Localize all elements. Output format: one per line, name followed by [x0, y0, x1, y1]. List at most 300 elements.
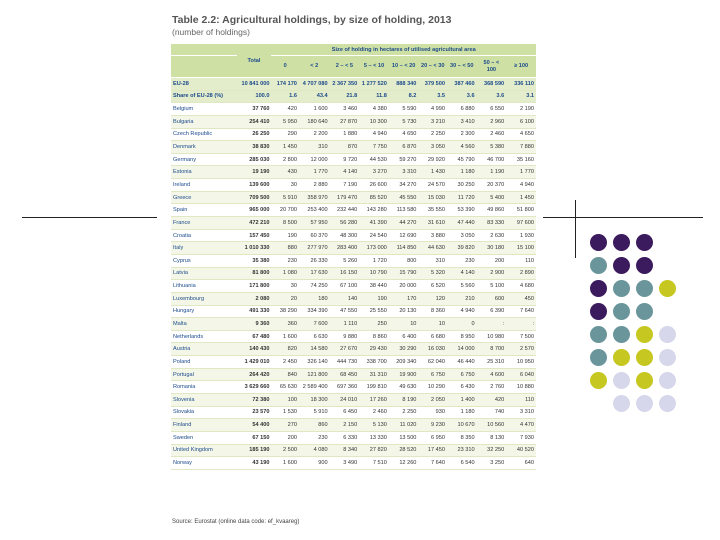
total-cell: 43 190 [237, 457, 272, 470]
table-row [171, 292, 536, 305]
size-cell: 1 880 [330, 128, 360, 141]
size-cell: 7 930 [506, 431, 536, 444]
dot-purple [590, 303, 607, 320]
size-cell: 0 [447, 318, 477, 331]
size-cell: 5 260 [330, 254, 360, 267]
size-cell: 1 450 [506, 191, 536, 204]
size-cell: 74 250 [299, 280, 330, 293]
size-cell: 1 450 [271, 141, 298, 154]
size-cell: 1 180 [447, 166, 477, 179]
size-cell: 6 870 [389, 141, 419, 154]
size-cell: 3 490 [330, 457, 360, 470]
size-cell: 2 900 [477, 267, 507, 280]
size-cell: 143 280 [359, 204, 389, 217]
dot-teal [590, 349, 607, 366]
table-row [171, 254, 536, 267]
size-cell: 45 550 [389, 191, 419, 204]
size-cell: 283 400 [330, 242, 360, 255]
size-cell: 174 170 [271, 78, 298, 91]
size-header: 20 – < 30 [418, 56, 447, 78]
size-cell: 190 [359, 292, 389, 305]
size-cell: 250 [359, 318, 389, 331]
size-cell: 3.1 [506, 90, 536, 103]
size-cell: 4 940 [506, 179, 536, 192]
size-cell: 2 250 [389, 406, 419, 419]
size-cell: 6 550 [477, 103, 507, 116]
row-label: Czech Republic [171, 128, 237, 141]
size-cell: 8 190 [389, 394, 419, 407]
size-cell: 14 580 [299, 343, 330, 356]
size-cell: 110 [506, 254, 536, 267]
size-cell: 17 260 [359, 394, 389, 407]
dot-lime [613, 349, 630, 366]
size-cell: 15 100 [506, 242, 536, 255]
size-cell: 232 440 [330, 204, 360, 217]
size-cell: 3 880 [418, 229, 447, 242]
table-row [171, 179, 536, 192]
total-cell: 67 150 [237, 431, 272, 444]
size-cell: 7 510 [359, 457, 389, 470]
size-cell: 10 560 [477, 419, 507, 432]
size-cell: 25 310 [477, 356, 507, 369]
size-cell: 3 210 [418, 115, 447, 128]
size-cell: 6 330 [330, 431, 360, 444]
total-cell: 9 360 [237, 318, 272, 331]
size-cell: 1 770 [506, 166, 536, 179]
size-cell: 19 900 [389, 368, 419, 381]
table-row [171, 419, 536, 432]
total-cell: 285 030 [237, 153, 272, 166]
dot-lavender [636, 395, 653, 412]
size-cell: 59 270 [389, 153, 419, 166]
size-cell: 49 860 [477, 204, 507, 217]
size-cell: 62 040 [418, 356, 447, 369]
size-cell: 10 [418, 318, 447, 331]
row-label: Greece [171, 191, 237, 204]
size-cell: 68 450 [330, 368, 360, 381]
table-title: Table 2.2: Agricultural holdings, by size of holding, 2013 [172, 14, 452, 26]
total-cell: 140 430 [237, 343, 272, 356]
size-cell: 2 250 [418, 128, 447, 141]
size-cell: 2 960 [477, 115, 507, 128]
size-cell: 23 310 [447, 444, 477, 457]
size-cell: 9 720 [330, 153, 360, 166]
size-cell: 8 360 [418, 305, 447, 318]
size-cell: 10 980 [477, 330, 507, 343]
size-cell: 270 [271, 419, 298, 432]
table-row [171, 330, 536, 343]
size-cell: 180 640 [299, 115, 330, 128]
table-row [171, 128, 536, 141]
size-cell: 9 230 [418, 419, 447, 432]
size-cell: 6 880 [447, 103, 477, 116]
size-cell: 11 720 [447, 191, 477, 204]
size-cell: 6 750 [447, 368, 477, 381]
size-cell: 3 050 [418, 141, 447, 154]
row-label: Estonia [171, 166, 237, 179]
size-cell: 17 630 [299, 267, 330, 280]
size-cell: 3.6 [447, 90, 477, 103]
row-label: Hungary [171, 305, 237, 318]
size-cell: 4 680 [506, 280, 536, 293]
size-cell: 13 500 [389, 431, 419, 444]
size-cell: 360 [271, 318, 298, 331]
size-cell: 6 540 [447, 457, 477, 470]
size-cell: 2 200 [299, 128, 330, 141]
size-cell: 368 590 [477, 78, 507, 91]
size-cell: 53 390 [447, 204, 477, 217]
size-cell: 6 750 [418, 368, 447, 381]
size-cell: 1 600 [271, 457, 298, 470]
size-cell: 310 [299, 141, 330, 154]
size-cell: 30 290 [389, 343, 419, 356]
size-cell: 17 450 [418, 444, 447, 457]
size-cell: 7 500 [506, 330, 536, 343]
dot-teal [613, 303, 630, 320]
size-cell: 2 890 [506, 267, 536, 280]
size-cell: 2 150 [330, 419, 360, 432]
size-cell: 5 730 [389, 115, 419, 128]
size-cell: 2 190 [506, 103, 536, 116]
size-cell: 5 380 [477, 141, 507, 154]
header-row-top [171, 44, 536, 56]
size-cell: 2 880 [299, 179, 330, 192]
size-cell: 39 820 [447, 242, 477, 255]
size-cell: 880 [271, 242, 298, 255]
table-row [171, 103, 536, 116]
total-cell: 38 830 [237, 141, 272, 154]
total-cell: 35 380 [237, 254, 272, 267]
total-cell: 965 000 [237, 204, 272, 217]
size-cell: 2 800 [271, 153, 298, 166]
size-cell: 40 520 [506, 444, 536, 457]
size-cell: 277 970 [299, 242, 330, 255]
total-cell: 1 010 330 [237, 242, 272, 255]
size-cell: 3 270 [359, 166, 389, 179]
table-row [171, 191, 536, 204]
row-label: France [171, 217, 237, 230]
size-cell: 420 [271, 103, 298, 116]
size-cell: 3 410 [447, 115, 477, 128]
total-cell: 171 800 [237, 280, 272, 293]
row-label: Portugal [171, 368, 237, 381]
size-cell: 85 520 [359, 191, 389, 204]
size-cell: 43.4 [299, 90, 330, 103]
total-cell: 19 190 [237, 166, 272, 179]
size-cell: 10 880 [506, 381, 536, 394]
size-cell: 6 390 [477, 305, 507, 318]
size-cell: 3 050 [447, 229, 477, 242]
size-cell: 5 910 [271, 191, 298, 204]
total-cell: 3 629 660 [237, 381, 272, 394]
size-cell: 900 [299, 457, 330, 470]
table-row [171, 343, 536, 356]
size-cell: 4 140 [330, 166, 360, 179]
size-cell: 10 950 [506, 356, 536, 369]
size-cell: 5 910 [299, 406, 330, 419]
dot-teal [636, 303, 653, 320]
right-horizontal-rule [543, 217, 703, 218]
size-cell: 4 080 [299, 444, 330, 457]
size-cell: 44 630 [418, 242, 447, 255]
size-header: 0 [271, 56, 298, 78]
size-cell: 860 [299, 419, 330, 432]
row-label: Netherlands [171, 330, 237, 343]
size-cell: 27 820 [359, 444, 389, 457]
size-cell: 230 [271, 254, 298, 267]
size-cell: 199 810 [359, 381, 389, 394]
size-cell: 2 367 350 [330, 78, 360, 91]
size-cell: 100 [271, 394, 298, 407]
row-label: Share of EU-28 (%) [171, 90, 237, 103]
size-cell: 3.6 [477, 90, 507, 103]
table-row [171, 217, 536, 230]
size-cell: 870 [330, 141, 360, 154]
header-row-sizes [171, 56, 536, 78]
size-cell: 24 010 [330, 394, 360, 407]
table-subtitle: (number of holdings) [172, 27, 250, 37]
size-cell: 209 340 [389, 356, 419, 369]
size-cell: 121 800 [299, 368, 330, 381]
size-cell: 24 570 [418, 179, 447, 192]
size-cell: 12 260 [389, 457, 419, 470]
dot-purple [613, 234, 630, 251]
size-cell: 1 110 [330, 318, 360, 331]
header-corner [171, 44, 237, 56]
size-cell: 697 360 [330, 381, 360, 394]
size-cell: 6 680 [418, 330, 447, 343]
size-cell: 5 100 [477, 280, 507, 293]
size-cell: 420 [477, 394, 507, 407]
size-cell: 26 600 [359, 179, 389, 192]
row-label: Denmark [171, 141, 237, 154]
size-cell: 3 310 [506, 406, 536, 419]
size-cell: 13 330 [359, 431, 389, 444]
size-cell: 5 130 [359, 419, 389, 432]
size-cell: 4 380 [359, 103, 389, 116]
total-cell: 2 080 [237, 292, 272, 305]
table-row [171, 356, 536, 369]
dot-teal [613, 280, 630, 297]
size-cell: 4 140 [447, 267, 477, 280]
dot-teal [636, 280, 653, 297]
size-cell: 7 880 [506, 141, 536, 154]
size-cell: 8 950 [447, 330, 477, 343]
aggregate-row [171, 90, 536, 103]
aggregate-row [171, 78, 536, 91]
size-cell: 97 600 [506, 217, 536, 230]
size-cell: 15 790 [389, 267, 419, 280]
table-row [171, 318, 536, 331]
size-cell: : [477, 318, 507, 331]
size-cell: 7 190 [330, 179, 360, 192]
size-cell: 29 430 [359, 343, 389, 356]
row-label: United Kingdom [171, 444, 237, 457]
size-cell: 2 460 [359, 406, 389, 419]
size-cell: 1 277 520 [359, 78, 389, 91]
size-cell: 6 040 [506, 368, 536, 381]
size-cell: 56 280 [330, 217, 360, 230]
total-cell: 472 210 [237, 217, 272, 230]
size-cell: 38 290 [271, 305, 298, 318]
dot-lavender [659, 395, 676, 412]
total-cell: 491 330 [237, 305, 272, 318]
total-cell: 10 841 000 [237, 78, 272, 91]
size-cell: 44 530 [359, 153, 389, 166]
size-cell: 120 [418, 292, 447, 305]
row-label: EU-28 [171, 78, 237, 91]
size-cell: 7 600 [299, 318, 330, 331]
size-cell: 8 350 [447, 431, 477, 444]
size-cell: 114 850 [389, 242, 419, 255]
dot-lavender [613, 395, 630, 412]
total-cell: 1 429 010 [237, 356, 272, 369]
total-cell: 23 570 [237, 406, 272, 419]
size-cell: 27 670 [330, 343, 360, 356]
row-label: Austria [171, 343, 237, 356]
dot-lime [636, 349, 653, 366]
size-cell: 5 320 [418, 267, 447, 280]
header-corner-lower [171, 56, 237, 78]
size-cell: 200 [477, 254, 507, 267]
size-cell: 46 440 [447, 356, 477, 369]
size-cell: 1 400 [447, 394, 477, 407]
size-cell: 2 460 [477, 128, 507, 141]
row-label: Norway [171, 457, 237, 470]
table-row [171, 166, 536, 179]
size-cell: 6 950 [418, 431, 447, 444]
total-cell: 185 190 [237, 444, 272, 457]
size-cell: 840 [271, 368, 298, 381]
holdings-table [171, 44, 536, 470]
total-cell: 72 380 [237, 394, 272, 407]
size-cell: 21.8 [330, 90, 360, 103]
size-cell: 210 [447, 292, 477, 305]
size-cell: 740 [477, 406, 507, 419]
row-label: Spain [171, 204, 237, 217]
size-cell: 173 000 [359, 242, 389, 255]
size-cell: 83 330 [477, 217, 507, 230]
size-cell: 47 440 [447, 217, 477, 230]
size-cell: 7 640 [418, 457, 447, 470]
size-cell: 5 400 [477, 191, 507, 204]
dot-purple [636, 257, 653, 274]
size-cell: 600 [477, 292, 507, 305]
size-cell: 230 [447, 254, 477, 267]
total-header: Total [237, 44, 272, 78]
size-cell: 450 [506, 292, 536, 305]
size-cell: 47 550 [330, 305, 360, 318]
size-cell: 10 [389, 318, 419, 331]
size-cell: 8 700 [477, 343, 507, 356]
size-cell: 6 400 [389, 330, 419, 343]
size-cell: 2 589 400 [299, 381, 330, 394]
dot-lime [590, 372, 607, 389]
size-cell: 45 790 [447, 153, 477, 166]
size-cell: 11.8 [359, 90, 389, 103]
size-cell: 110 [506, 394, 536, 407]
size-cell: 28 520 [389, 444, 419, 457]
size-cell: 65 630 [271, 381, 298, 394]
dot-lavender [659, 372, 676, 389]
total-cell: 139 600 [237, 179, 272, 192]
size-header: < 2 [299, 56, 330, 78]
size-cell: 888 340 [389, 78, 419, 91]
dot-lime [636, 372, 653, 389]
table-row [171, 204, 536, 217]
size-header: 30 – < 50 [447, 56, 477, 78]
size-cell: 4 470 [506, 419, 536, 432]
size-cell: 5 950 [271, 115, 298, 128]
size-cell: 35 550 [418, 204, 447, 217]
size-cell: 5 560 [447, 280, 477, 293]
size-cell: 27 870 [330, 115, 360, 128]
row-label: Cyprus [171, 254, 237, 267]
table-row [171, 242, 536, 255]
size-cell: 1 430 [418, 166, 447, 179]
row-label: Germany [171, 153, 237, 166]
table-row [171, 229, 536, 242]
size-cell: 179 470 [330, 191, 360, 204]
total-cell: 37 760 [237, 103, 272, 116]
size-cell: 29 920 [418, 153, 447, 166]
size-cell: 34 270 [389, 179, 419, 192]
size-cell: 4 940 [359, 128, 389, 141]
size-cell: 41 390 [359, 217, 389, 230]
table-row [171, 368, 536, 381]
size-cell: 30 250 [447, 179, 477, 192]
dot-lime [636, 326, 653, 343]
dot-purple [590, 280, 607, 297]
size-cell: 1 530 [271, 406, 298, 419]
size-cell: 1 190 [477, 166, 507, 179]
row-label: Sweden [171, 431, 237, 444]
size-cell: 6 100 [506, 115, 536, 128]
size-cell: 8.2 [389, 90, 419, 103]
size-cell: 8 130 [477, 431, 507, 444]
size-cell: 44 270 [389, 217, 419, 230]
size-cell: 6 450 [330, 406, 360, 419]
size-cell: 2 450 [271, 356, 298, 369]
size-cell: 387 460 [447, 78, 477, 91]
size-cell: 30 [271, 179, 298, 192]
size-header: ≥ 100 [506, 56, 536, 78]
size-cell: 60 370 [299, 229, 330, 242]
dot-lavender [613, 372, 630, 389]
row-label: Slovakia [171, 406, 237, 419]
size-cell: 820 [271, 343, 298, 356]
size-cell: 51 800 [506, 204, 536, 217]
size-cell: 30 [271, 280, 298, 293]
row-label: Ireland [171, 179, 237, 192]
size-cell: 15 030 [418, 191, 447, 204]
size-group-header: Size of holding in hectares of utilised agricultural area [271, 44, 536, 56]
size-cell: 14 000 [447, 343, 477, 356]
size-cell: 16 150 [330, 267, 360, 280]
dot-lavender [659, 349, 676, 366]
dot-purple [636, 234, 653, 251]
size-cell: 200 [271, 431, 298, 444]
row-label: Romania [171, 381, 237, 394]
size-cell: 338 700 [359, 356, 389, 369]
size-cell: 49 630 [389, 381, 419, 394]
total-cell: 54 400 [237, 419, 272, 432]
total-cell: 254 410 [237, 115, 272, 128]
size-cell: 230 [299, 431, 330, 444]
dot-lavender [659, 326, 676, 343]
row-label: Latvia [171, 267, 237, 280]
size-header: 10 – < 20 [389, 56, 419, 78]
